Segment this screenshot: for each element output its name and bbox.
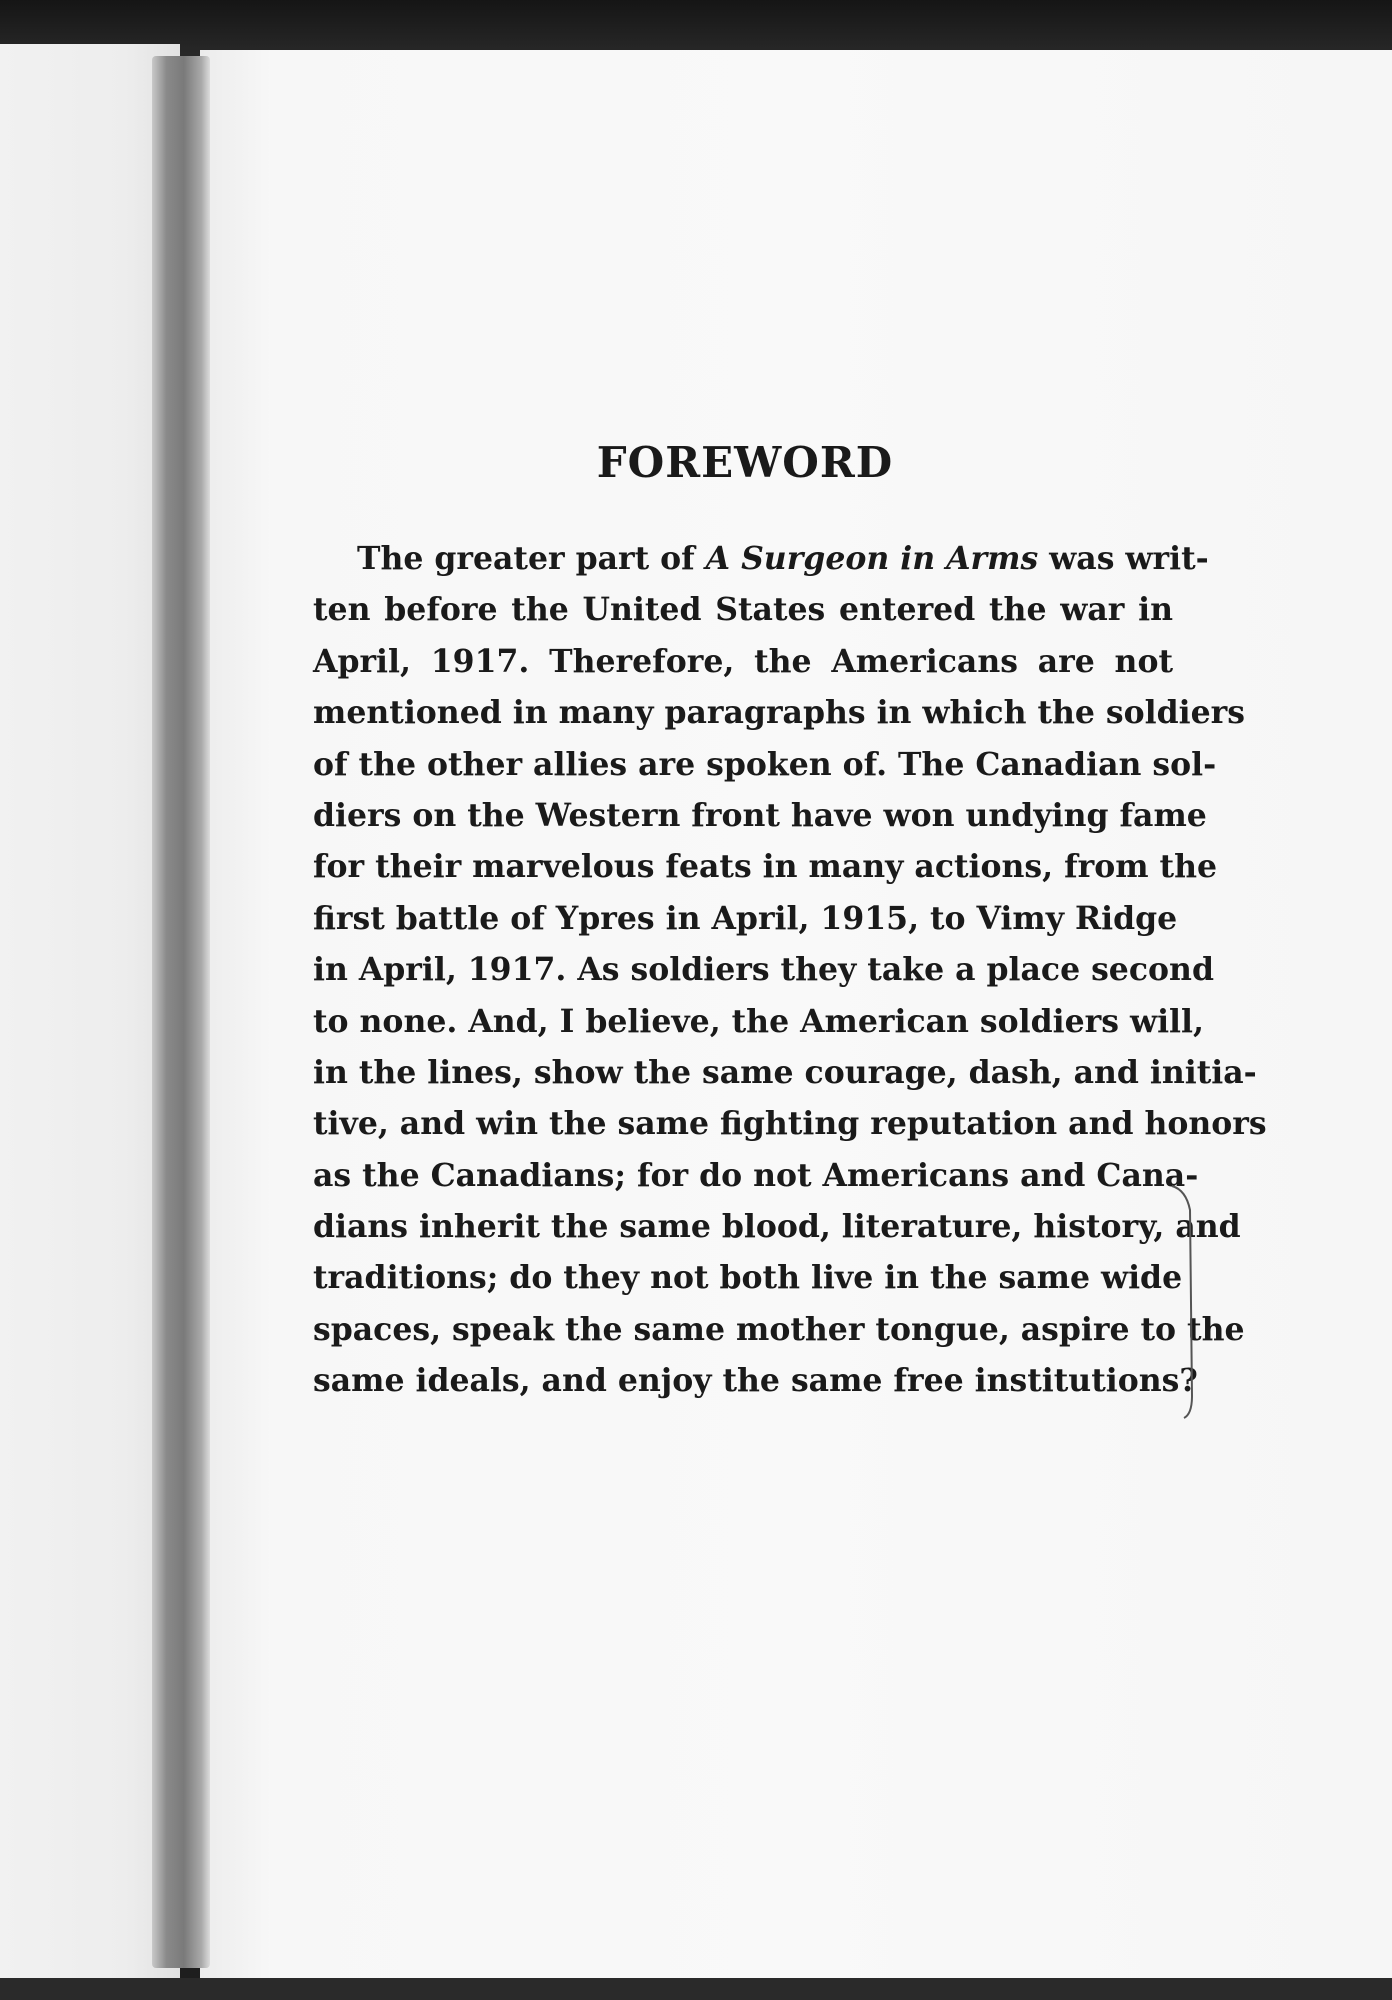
text-line (313, 944, 1214, 995)
text-line (313, 1252, 1183, 1303)
foreword-section (313, 438, 1267, 1407)
text-line (313, 739, 1217, 790)
text-line (313, 1355, 1198, 1406)
text-line (313, 1047, 1257, 1098)
text-segment: in the lines, show the same courage, dash, and initia- (313, 1053, 1257, 1091)
text-line (313, 636, 1173, 687)
margin-bracket-mark (1170, 1182, 1210, 1422)
text-segment: first battle of Ypres in April, 1915, to Vimy Ridge (313, 899, 1178, 937)
text-segment: diers on the Western front have won undying fame (313, 796, 1207, 834)
text-segment: of the other allies are spoken of. The Canadian sol- (313, 745, 1217, 783)
text-segment: as the Canadians; for do not Americans and Cana- (313, 1156, 1199, 1194)
book-gutter (152, 56, 210, 1968)
text-line (313, 584, 1173, 635)
text-line (313, 1098, 1267, 1149)
book-title-italic: A Surgeon in Arms (705, 540, 1039, 577)
text-segment: April, 1917. Therefore, the Americans are not (313, 642, 1173, 680)
page-title: FOREWORD (596, 438, 894, 487)
text-line (313, 1150, 1199, 1201)
text-segment: in April, 1917. As soldiers they take a place second (313, 951, 1214, 989)
text-line (313, 996, 1204, 1047)
text-line (313, 841, 1218, 892)
scanner-bottom-edge (0, 1978, 1392, 2000)
text-segment: ten before the United States entered the war in (313, 591, 1173, 629)
text-line (313, 893, 1178, 944)
foreword-paragraph (313, 533, 1267, 1407)
text-line (313, 687, 1245, 738)
text-segment: same ideals, and enjoy the same free institutions? (313, 1362, 1198, 1400)
text-segment: traditions; do they not both live in the same wide (313, 1259, 1183, 1297)
text-segment: spaces, speak the same mother tongue, aspire to the (313, 1310, 1245, 1348)
text-line (313, 533, 1209, 584)
text-segment: The greater part of (357, 540, 706, 577)
text-line (313, 1201, 1241, 1252)
text-segment: for their marvelous feats in many actions, from the (313, 848, 1218, 886)
text-segment: tive, and win the same fighting reputation and honors (313, 1105, 1267, 1143)
text-line (313, 1304, 1245, 1355)
text-line (313, 790, 1207, 841)
text-segment: to none. And, I believe, the American soldiers will, (313, 1002, 1204, 1040)
text-segment: dians inherit the same blood, literature, history, and (313, 1208, 1241, 1246)
text-segment: mentioned in many paragraphs in which the soldiers (313, 694, 1245, 732)
text-segment: was writ- (1038, 540, 1209, 577)
